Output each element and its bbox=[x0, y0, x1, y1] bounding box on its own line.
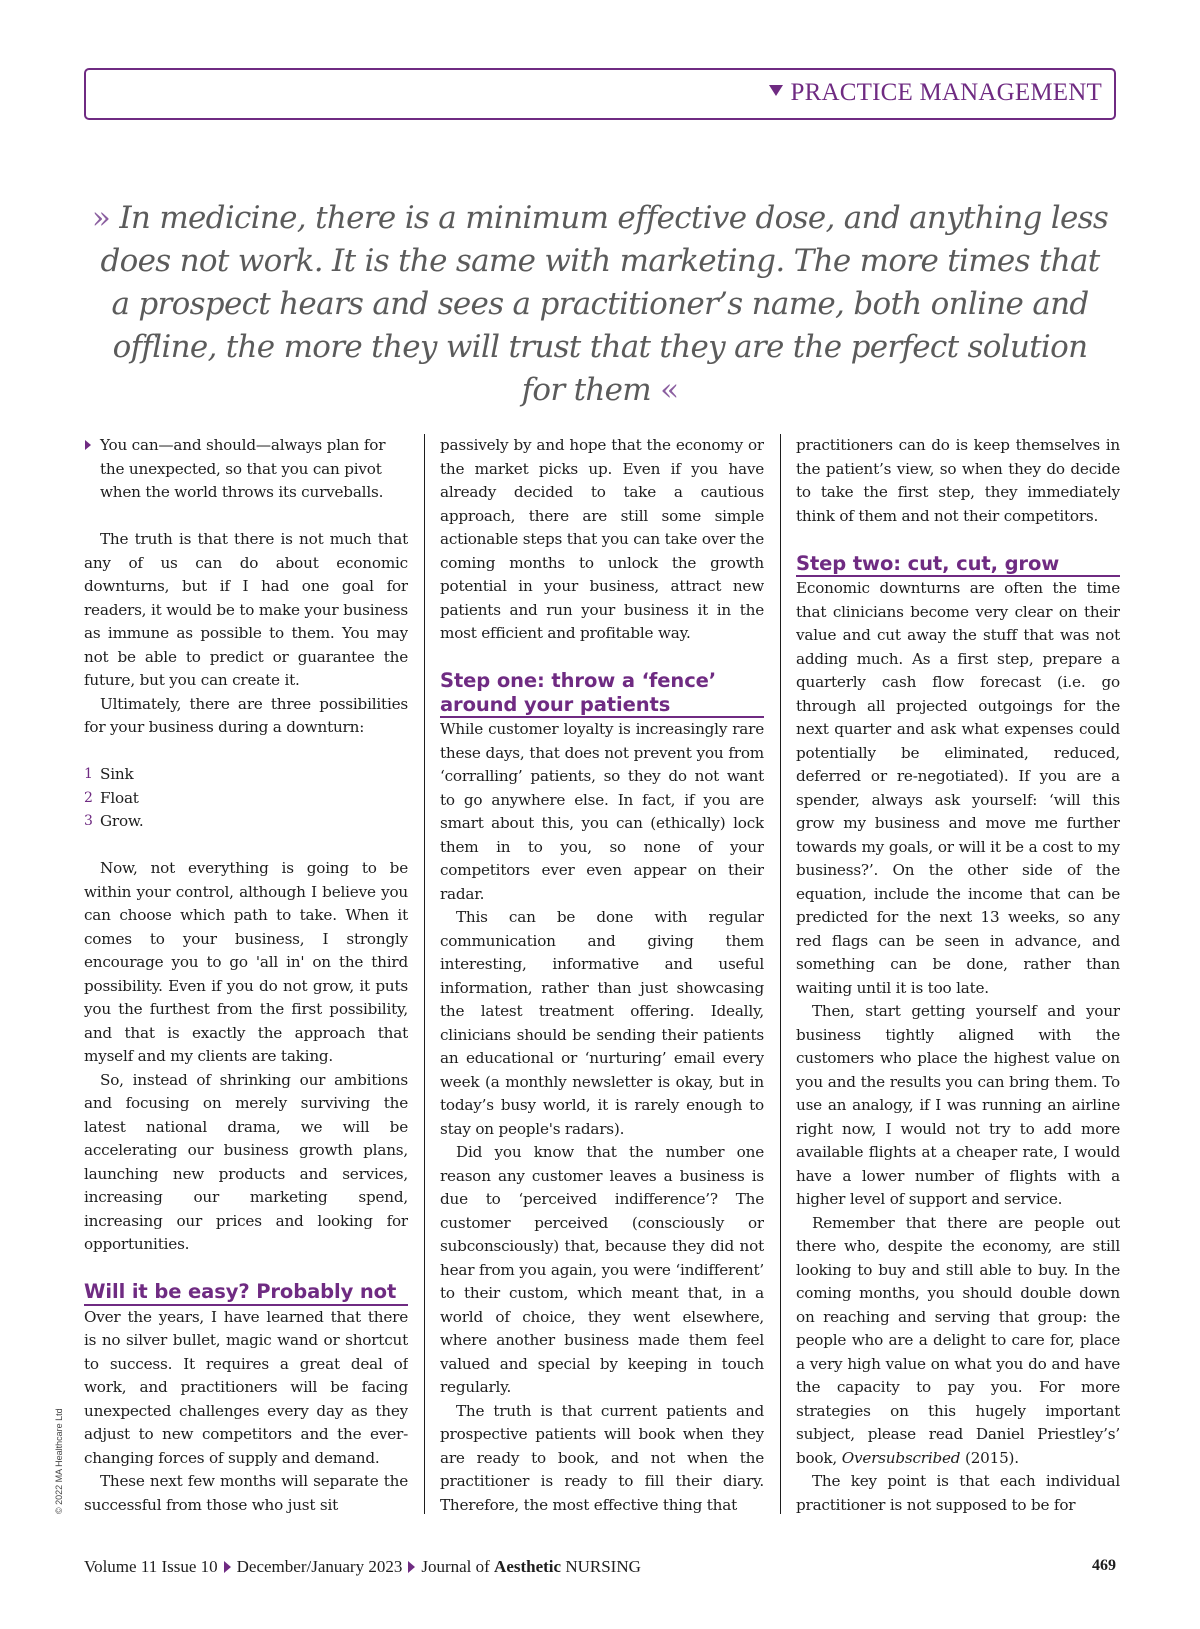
list-number: 1 bbox=[84, 766, 93, 782]
list-item bbox=[84, 763, 408, 787]
section-header-box bbox=[84, 68, 1116, 120]
numbered-list bbox=[84, 763, 408, 834]
triangle-right-icon bbox=[408, 1561, 415, 1573]
triangle-down-icon bbox=[769, 85, 783, 96]
section-heading: Step two: cut, cut, grow bbox=[796, 552, 1120, 578]
list-number: 3 bbox=[84, 813, 93, 829]
paragraph: passively by and hope that the economy or the market picks up. Even if you have already decided to take a cautious approach, there are still some simple actionable steps that you can take over the coming months to unlock the growth potential in your business, attract new patients and run your business it in the most efficient and profitable way. bbox=[440, 436, 764, 642]
bullet-text: You can—and should—always plan for the unexpected, so that you can pivot when the world throws its curveballs. bbox=[100, 436, 386, 501]
copyright-notice: © 2022 MA Healthcare Ltd bbox=[54, 1408, 64, 1514]
list-number: 2 bbox=[84, 789, 93, 806]
column-divider-2 bbox=[780, 434, 781, 1514]
list-text: Grow. bbox=[100, 812, 144, 830]
triangle-right-icon bbox=[224, 1561, 231, 1573]
list-item bbox=[84, 787, 408, 811]
page-number: 469 bbox=[1092, 1557, 1116, 1574]
paragraph: Then, start getting yourself and your business tightly aligned with the customers who place the highest value on you and the results you can bring them. To use an analogy, if I was running an airline right now, I would not try to add more available flights at a cheaper rate, I would have a lower number of flights with a higher level of support and service. bbox=[796, 1002, 1120, 1208]
column-1 bbox=[84, 434, 408, 1516]
section-heading: Step one: throw a ‘fence’ around your patients bbox=[440, 669, 764, 718]
journal-suffix: NURSING bbox=[565, 1557, 641, 1576]
footer-issue: Volume 11 Issue 10 bbox=[84, 1557, 218, 1576]
paragraph: So, instead of shrinking our ambitions and focusing on merely surviving the latest national drama, we will be accelerating our business growth plans, launching new products and services, increasing our marketing spend, increasing our prices and looking for opportunities. bbox=[84, 1070, 408, 1253]
paragraph: Did you know that the number one reason any customer leaves a business is due to ‘perceived indifference’? The customer perceived (consciously or subconsciously) that, because they did not hear from you again, you were ‘indifferent’ to their custom, which meant that, in a world of choice, they went elsewhere, where another business made them feel valued and special by keeping in touch regularly. bbox=[440, 1143, 764, 1396]
column-2 bbox=[440, 434, 764, 1516]
paragraph: Economic downturns are often the time that clinicians become very clear on their value and cut away the stuff that was not adding much. As a first step, prepare a quarterly cash flow forecast (i.e. go through all projected outgoings for the next quarter and ask what expenses could potentially be eliminated, reduced, deferred or re-negotiated). If you are a spender, always ask yourself: ‘will this grow my business and move me further towards my goals, or will it be a cost to my business?’. On the other side of the equation, include the income that can be predicted for the next 13 weeks, so any red flags can be seen in advance, and something can be done, rather than waiting until it is too late. bbox=[796, 579, 1120, 997]
paragraph bbox=[796, 1212, 1120, 1471]
quote-close-mark: « bbox=[660, 372, 679, 408]
paragraph-text: Remember that there are people out there who, despite the economy, are still looking to buy and still able to buy. In the coming months, you should double down on reaching and serving that group: the people who are a delight to care for, place a very high value on what you do and have the capacity to pay you. For more strategies on this hugely important subject, please read Daniel Priestley’s’ book, bbox=[796, 1213, 1120, 1467]
list-item bbox=[84, 810, 408, 834]
footer-date: December/January 2023 bbox=[236, 1557, 403, 1576]
section-heading: Will it be easy? Probably not bbox=[84, 1280, 408, 1306]
quote-open-mark: » bbox=[91, 200, 111, 236]
pull-quote-text: In medicine, there is a minimum effective dose, and anything less does not work. It is the same with marketing. The more times that a prospect hears and sees a practitioner’s name, both online and offline, the more they will trust that they are the perfect solution for them bbox=[100, 200, 1109, 408]
triangle-right-icon bbox=[85, 440, 91, 450]
paragraph: Ultimately, there are three possibilities for your business during a downturn: bbox=[84, 694, 408, 736]
paragraph: The truth is that there is not much that any of us can do about economic downturns, but if I had one goal for readers, it would be to make your business as immune as possible to them. You may not be able to predict or guarantee the future, but you can create it. bbox=[84, 530, 408, 689]
list-text: Float bbox=[100, 788, 139, 807]
paragraph: The key point is that each individual practitioner is not supposed to be for bbox=[796, 1472, 1120, 1514]
paragraph: Over the years, I have learned that there is no silver bullet, magic wand or shortcut to success. It requires a great deal of work, and practitioners will be facing unexpected challenges every day as they adjust to new competitors and the ever-changing forces of supply and demand. bbox=[84, 1307, 408, 1467]
pull-quote bbox=[90, 197, 1110, 412]
paragraph: This can be done with regular communication and giving them interesting, informative and useful information, rather than just showcasing the latest treatment offering. Ideally, clinicians should be sending their patients an educational or ‘nurturing’ email every week (a monthly newsletter is okay, but in today’s busy world, it is rarely enough to stay on people's radars). bbox=[440, 908, 764, 1138]
column-3 bbox=[796, 434, 1120, 1516]
paragraph-text: (2015). bbox=[964, 1448, 1019, 1467]
section-title: PRACTICE MANAGEMENT bbox=[790, 79, 1102, 106]
footer bbox=[84, 1557, 641, 1577]
column-divider-1 bbox=[424, 434, 425, 1514]
paragraph: The truth is that current patients and prospective patients will book when they are ready to book, and not when the practitioner is ready to fill their diary. Therefore, the most effective thing that bbox=[440, 1401, 764, 1514]
journal-prefix: Journal of bbox=[421, 1557, 490, 1576]
section-label bbox=[769, 79, 1102, 107]
key-point-bullet bbox=[84, 434, 408, 505]
book-title: Oversubscribed bbox=[841, 1448, 961, 1467]
paragraph: These next few months will separate the successful from those who just sit bbox=[84, 1472, 408, 1514]
paragraph: While customer loyalty is increasingly rare these days, that does not prevent you from ‘corralling’ patients, so they do not want to go anywhere else. In fact, if you are smart about this, you can (ethically) lock them in to you, so none of your competitors ever even appear on their radar. bbox=[440, 720, 764, 903]
paragraph: practitioners can do is keep themselves in the patient’s view, so when they do decide to take the first step, they immediately think of them and not their competitors. bbox=[796, 436, 1120, 525]
paragraph: Now, not everything is going to be within your control, although I believe you can choose which path to take. When it comes to your business, I strongly encourage you to go 'all in' on the third possibility. Even if you do not grow, it puts you the furthest from the first possibility, and that is exactly the approach that myself and my clients are taking. bbox=[84, 859, 408, 1065]
journal-bold: Aesthetic bbox=[494, 1557, 562, 1576]
list-text: Sink bbox=[100, 765, 134, 783]
